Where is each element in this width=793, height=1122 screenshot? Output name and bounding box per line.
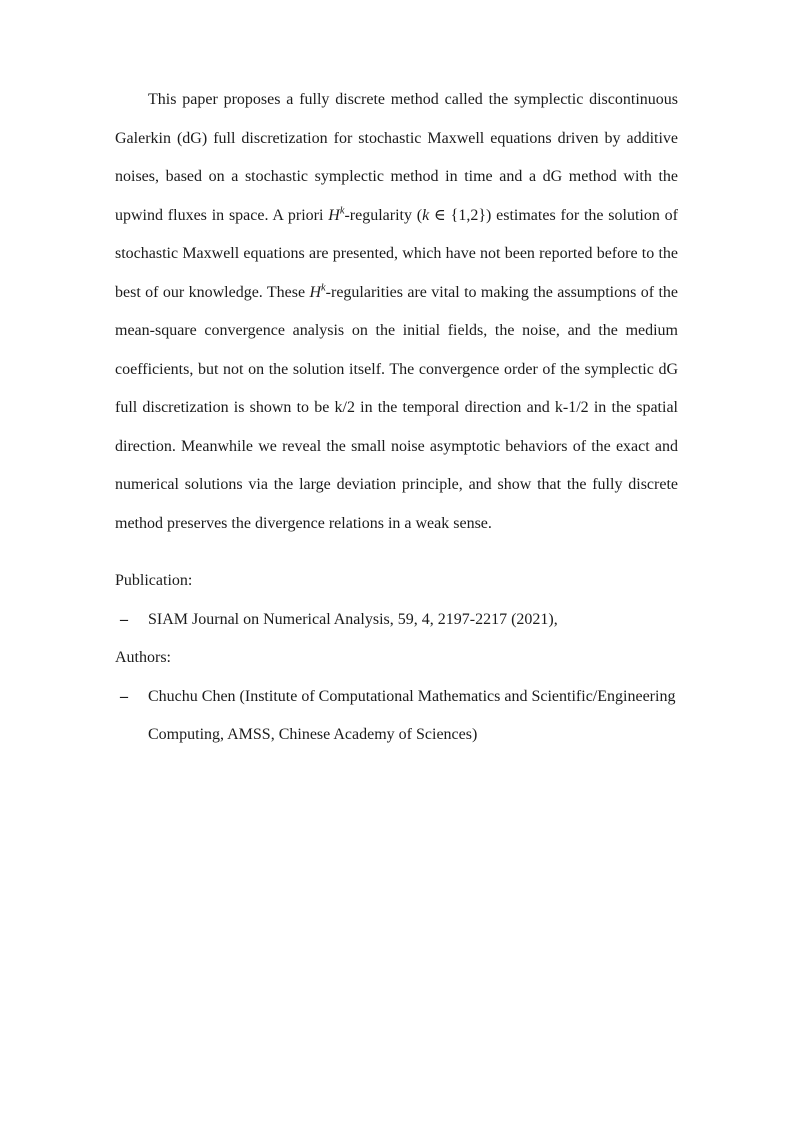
text-run: direction. Meanwhile we reveal the small noise asymptotic behaviors of the exact and (115, 437, 678, 455)
abstract-paragraph (115, 81, 678, 543)
abstract-line (115, 351, 678, 390)
text-run: best of our knowledge. These (115, 283, 310, 301)
text-run: stochastic Maxwell equations are presented, which have not been reported before to the (115, 245, 678, 262)
abstract-line (115, 389, 678, 428)
author-item (115, 678, 678, 717)
authors-heading: Authors: (115, 649, 171, 666)
text-run: -regularities are vital to making the assumptions of the (325, 283, 679, 301)
abstract-line (115, 81, 678, 120)
abstract-line (115, 235, 678, 274)
author-item-text: Chuchu Chen (Institute of Computational Mathematics and Scientific/Engineering (148, 687, 676, 705)
paragraph-spacer (115, 543, 678, 562)
abstract-line (115, 505, 678, 544)
text-run: Galerkin (dG) full discretization for stochastic Maxwell equations driven by additive (115, 129, 678, 147)
text-run: H (328, 206, 340, 224)
text-run: This paper proposes a fully discrete method called the symplectic discontinuous (148, 91, 678, 108)
text-run: numerical solutions via the large deviation principle, and show that the fully discrete (115, 476, 678, 493)
text-run: mean-square convergence analysis on the initial fields, the noise, and the medium (115, 322, 678, 339)
document-content (115, 81, 678, 755)
text-run: noises, based on a stochastic symplectic method in time and a dG method with the (115, 168, 678, 185)
abstract-line (115, 274, 678, 313)
text-run: ∈ {1,2}) estimates for the solution of (429, 206, 678, 224)
abstract-line (115, 466, 678, 505)
abstract-line (115, 428, 678, 467)
author-item-continuation: Computing, AMSS, Chinese Academy of Sciences) (148, 726, 478, 743)
text-run: H (309, 283, 322, 301)
publication-item (115, 601, 678, 640)
text-run: k (339, 205, 345, 217)
publication-heading: Publication: (115, 572, 193, 589)
text-run: -regularity ( (344, 206, 423, 224)
text-run: full discretization is shown to be k/2 in the temporal direction and k-1/2 in the spatial (115, 399, 678, 416)
abstract-line (115, 197, 678, 236)
text-run: k (422, 206, 430, 224)
text-run: coefficients, but not on the solution itself. The convergence order of the symplectic dG (115, 360, 678, 378)
text-run: method preserves the divergence relations in a weak sense. (115, 514, 492, 532)
dash-bullet: – (120, 610, 128, 628)
publication-item-text: SIAM Journal on Numerical Analysis, 59, 4, 2197-2217 (2021), (148, 610, 558, 628)
text-run: upwind fluxes in space. A priori (115, 206, 329, 224)
abstract-line (115, 120, 678, 159)
abstract-line (115, 158, 678, 197)
dash-bullet: – (120, 687, 128, 705)
abstract-line (115, 312, 678, 351)
text-run: k (321, 282, 326, 294)
